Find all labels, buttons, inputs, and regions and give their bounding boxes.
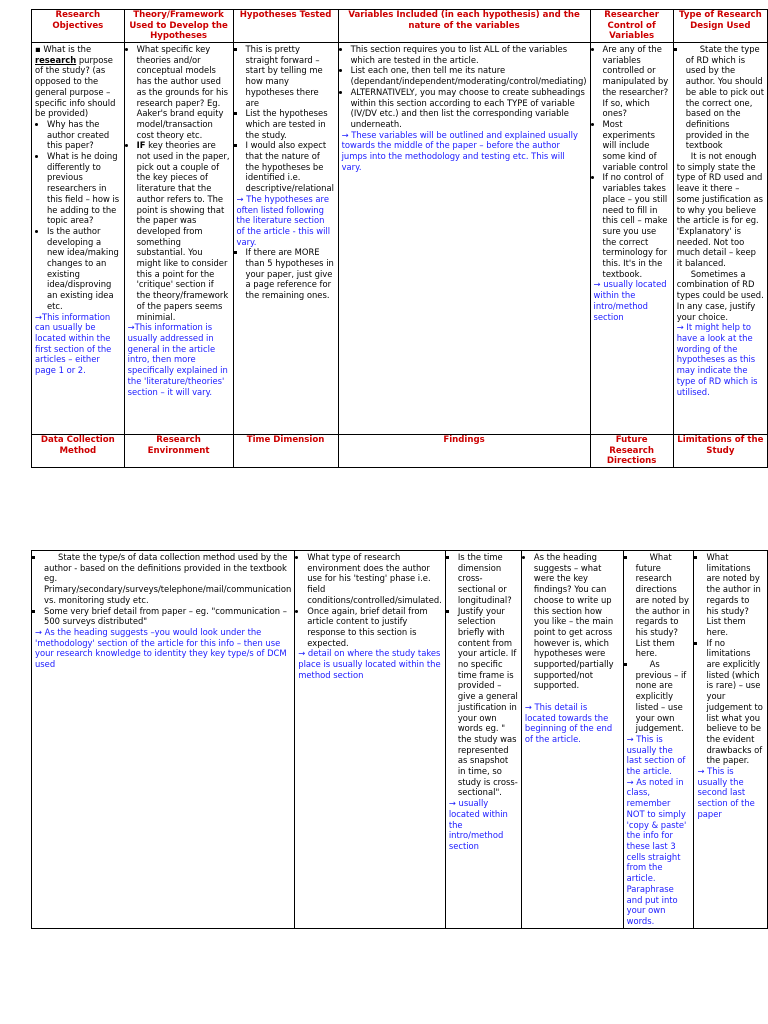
header-variables-included: Variables Included (in each hypothesis) and the nature of the variables [338,10,590,43]
cell-researcher-control [590,43,673,435]
list-item: • IF key theories are not used in the paper, pick out a couple of the key pieces of literature that the author refers to. The point is showing that the paper was developed from something substantial. You might like to consider this a point for the 'critique' section if the theory/framework of the papers seems minimial. [137,140,230,322]
environment-note: → detail on where the study takes place is usually located within the method section [298,648,441,680]
list-item: • This section requires you to list ALL of the variables which are tested in the article. [351,44,587,65]
list-item: • Why has the author created this paper? [47,119,121,151]
header-data-collection: Data Collection Method [32,435,125,468]
content-row [32,43,768,435]
findings-note: → This detail is located towards the beginning of the end of the article. [524,701,613,744]
header-limitations: Limitations of the Study [673,435,767,468]
variables-note: → These variables will be outlined and explained usually towards the middle of the paper – before the author jumps into the methodology and testing etc. This will vary. [341,129,578,172]
design-paragraph: Sometimes a combination of RD types could be used. In any case, justify your choice. [676,268,764,322]
future-note: → As noted in class, remember NOT to simply 'copy & paste' the info for these last 3 cells straight from the article. Paraphrase and put into your own words. [626,776,687,926]
cell-research-design [673,43,767,435]
cell-future-research [623,551,694,929]
objectives-lead: ▪ What is the research purpose of the study? (as opposed to the general purpose – specific info should be provided) [35,44,116,119]
list-item: ▪ Justify your selection briefly with content from your article. If no specific time frame is provided – give a general justification in your own words eg. " the study was represented as snapshot in time, so study is cross-sectional". [458,606,518,799]
header-research-environment: Research Environment [124,435,233,468]
header-row [32,10,768,43]
list-item: ▪ State the type of RD which is used by the author. You should be able to pick out the correct one, based on the definitions provided in the textbook [686,44,764,151]
cell-time-dimension [445,551,521,929]
cell-limitations [694,551,768,929]
planning-table-bottom [31,550,768,929]
list-item: ▪ As previous – if none are explicitly listed – use your own judgement. [636,659,691,734]
objectives-note: →This information can usually be located within the first section of the articles – either page 1 or 2. [35,311,112,376]
list-item: • Most experiments will include some kind of variable control [603,119,670,173]
list-item: ▪ Some very brief detail from paper – eg. "communication – 500 surveys distributed" [44,606,291,627]
planning-table-top [31,9,768,468]
cell-research-objectives [32,43,125,435]
list-item: • If no control of variables takes place – you still need to fill in this cell – make sure you use the correct terminology for this. It's in the textbook. [603,172,670,279]
data-collection-note: → As the heading suggests –you would look under the 'methodology' section of the article for this info – then use your research knowledge to identity they key type/s of DCM used [35,626,287,670]
content-row [32,551,768,929]
cell-findings [521,551,623,929]
list-item: ▪ What future research directions are noted by the author in regards to his study? List them here. [636,552,691,659]
future-note: → This is usually the last section of the article. [626,733,686,777]
list-item: • Are any of the variables controlled or manipulated by the researcher? If so, which ones? [603,44,670,119]
time-note: → usually located within the intro/method section [448,798,508,851]
second-header-row [32,435,768,468]
header-hypotheses-tested: Hypotheses Tested [233,10,338,43]
list-item: • List each one, then tell me its nature (dependant/independent/moderating/control/mediating) [351,65,587,86]
list-item: ▪ List the hypotheses which are tested in the study. [246,108,335,140]
list-item: ▪ State the type/s of data collection method used by the author - based on the definitions provided in the textbook eg. Primary/secondary/surveys/telephone/mail/communication vs. monitoring study etc. [44,552,291,606]
list-item: ▪ If no limitations are explicitly listed (which is rare) – use your judgement to list what you believe to be the evident drawbacks of the paper. [706,638,764,766]
cell-data-collection [32,551,295,929]
list-item: ▪ If there are MORE than 5 hypotheses in your paper, just give a page reference for the remaining ones. [246,247,335,301]
list-item: • What specific key theories and/or conceptual models has the author used as the grounds for his research paper? Eg. Aaker's brand equity model/transaction cost theory etc. [137,44,230,140]
list-item: • What is he doing differently to previous researchers in this field – how is he adding to the topic area? [47,151,121,226]
cell-research-environment [295,551,446,929]
cell-hypotheses [233,43,338,435]
list-item: ▪ This is pretty straight forward – start by telling me how many hypotheses there are [246,44,335,108]
design-note: → It might help to have a look at the wording of the hypotheses as this may indicate the type of RD which is utilised. [676,322,758,397]
list-item: • As the heading suggests – what were the key findings? You can choose to write up this section how you like – the main point to get across however is, which hypotheses were supported/partially supported/not supported. [534,552,620,691]
theory-note: →This information is usually addressed in general in the article intro, then more specifically explained in the 'literature/theories' section – it will vary. [127,322,228,397]
limitations-note: → This is usually the second last section of the paper [697,766,755,819]
hypotheses-note: → The hypotheses are often listed following the literature section of the article - this will vary. [236,193,331,247]
list-item: • Is the author developing a new idea/making changes to an existing idea/disproving an existing idea etc. [47,226,121,312]
control-note: → usually located within the intro/method section [593,279,667,322]
list-item: • What type of research environment does the author use for his 'testing' phase i.e. field conditions/controlled/simulated. [307,552,442,606]
header-future-research: Future Research Directions [590,435,673,468]
objectives-sublist [35,119,121,312]
list-item: ▪ Is the time dimension cross-sectional or longitudinal? [458,552,518,606]
list-item: ▪ I would also expect that the nature of the hypotheses be identified i.e. descriptive/relational [246,140,335,194]
cell-variables [338,43,590,435]
design-paragraph: It is not enough to simply state the type of RD used and leave it there – some justification as to why you believe the article is for eg. 'Explanatory' is needed. Not too much detail – keep it balanced. [676,151,764,269]
header-theory-framework: Theory/Framework Used to Develop the Hypotheses [124,10,233,43]
list-item: ▪ What limitations are noted by the author in regards to his study? List them here. [706,552,764,638]
header-research-objectives: Research Objectives [32,10,125,43]
cell-theory-framework [124,43,233,435]
header-research-design: Type of Research Design Used [673,10,767,43]
header-findings: Findings [338,435,590,468]
list-item: • ALTERNATIVELY, you may choose to create subheadings within this section according to each TYPE of variable (IV/DV etc.) and then list the corresponding variable underneath. [351,87,587,130]
header-time-dimension: Time Dimension [233,435,338,468]
list-item: • Once again, brief detail from article content to justify response to this section is expected. [307,606,442,649]
header-researcher-control: Researcher Control of Variables [590,10,673,43]
